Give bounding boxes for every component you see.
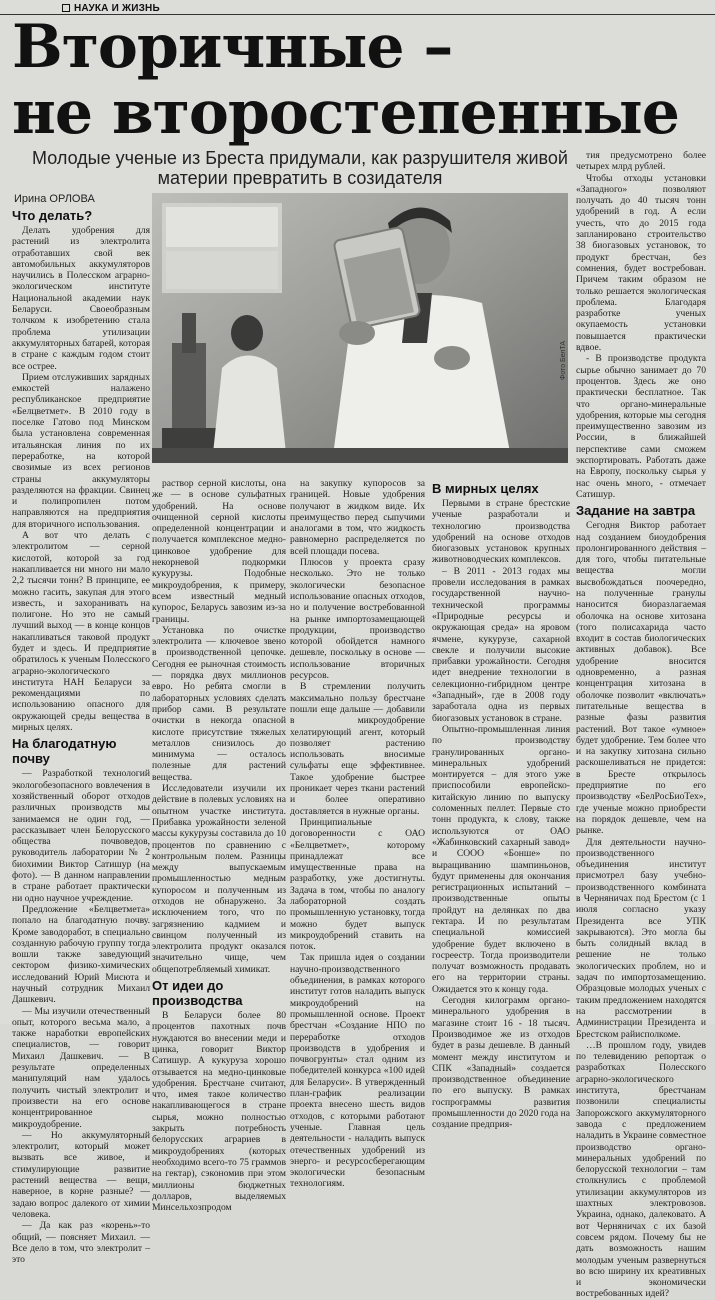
photo-credit: Фото БелТА bbox=[560, 340, 567, 380]
paragraph: …В прошлом году, увидев по телевидению репортаж о разработках Полесского аграрно-экологического института, брестчанам позвонили специалисты Запорожского аккумуляторного завода с предложением наладить в Украине совместное производство органо-минеральных удобрений по белорусской технологии – там столкнулись с проблемой утилизации аккумуляторов из шахтных электровозов. Украина, однако, далековато. А вот Черняничах с их базой совсем рядом. Почему бы не дать возможность нашим молодым ученым развернуться во всю ширину их креативных и экономически востребованных идей? bbox=[576, 1039, 706, 1300]
photo-scientists-lab bbox=[152, 193, 568, 463]
paragraph: на закупку купоросов за границей. Новые удобрения получают в жидком виде. Их преимущество перед сыпучими аналогами в том, что жидкость равномерно распределяется по всей площади посева. bbox=[290, 478, 425, 557]
column-5 bbox=[576, 150, 706, 1300]
paragraph: Принципиальные договоренности с ОАО «Белцветмет», которому принадлежат все имущественные права на разработку, уже достигнуты. Задача в том, чтобы по аналогу лабораторной создать промышленную установку, тогда можно будет выпуск микроудобрений ставить на поток. bbox=[290, 816, 425, 953]
column-2 bbox=[152, 478, 286, 1214]
paragraph: Для деятельности научно-производственного объединения институт присмотрел базу учебно-производственного комбината в Черняничах под Брестом (с 1 июля согласно указу Президента все УПК закрываются). Это могла бы быть солидный вклад в решение не только экологических проблем, но и задач по импортозамещению. Образцовые молодых ученых с таким предложением находятся на рассмотрении в Администрации Президента и Брестском райисполкоме. bbox=[576, 836, 706, 1040]
column-3 bbox=[290, 478, 425, 1190]
paragraph: А вот что делать с электролитом — серной кислотой, которой за год накапливается ни много ни мало 2,2 тысячи тонн? В принципе, ее можно гасить, закупая для этого известь, и захоранивать на полигоне. Но это не самый лучший выход — в конце концов накапливаться таковой продукт будет и здесь. И предприятие обратилось к ученым Полесского аграрно-экологического института НАН Беларуси за рекомендациями по использованию опасного для окружающей среды вещества в мирных целях. bbox=[12, 530, 150, 734]
paragraph: Прием отслуживших зарядных емкостей налажено республиканское предприятие «Белцветмет». В 2010 году в поселке Гатово под Минском была установлена современная итальянская линия по их переработке, на которой свозимые из всех регионов страны аккумуляторы разделяются на фракции. Свинец и полипропилен потом направляются на предприятия для вторичного использования. bbox=[12, 371, 150, 530]
headline-line-2: не второстепенные bbox=[12, 78, 679, 148]
subheading-what-to-do: Что делать? bbox=[12, 208, 93, 223]
paragraph: – В 2011 - 2013 годах мы провели исследования в рамках государственной научно-технической программы «Природные ресурсы и окружающая среда» на яровом ячмене, кукурузе, сахарной свекле и получили высокие прибавки урожайности. Сегодня идет внедрение технологии в селекционно-гибридном центре «Западный», где в 2008 году заработала одна из первых биогазовых установок в стране. bbox=[432, 565, 570, 724]
rubric-label: НАУКА И ЖИЗНЬ bbox=[74, 2, 160, 14]
paragraph: Сегодня Виктор работает над созданием биоудобрения пролонгированного действия – для того, чтобы питательные вещества могли высвобождаться поочередно, на полученные гранулы наносится биоразлагаемая оболочка на основе хитозана (того полисахарида часто входит в состав биологических активных добавок). Все удобрение вносится одновременно, а разная концентрация хитозана в оболочке позволит «включать» питательные вещества в разные фазы развития растений. Вот такое «умное» будет удобрение. Тем более что и на закупку хитозана сильно раскошеливаться не придется: в Бресте открылось предприятие по его производству «БелРосБиоТех», где ученые можно приобрести на порядок дешевле, чем на рынке. bbox=[576, 520, 706, 837]
subtitle: Молодые ученые из Бреста придумали, как разрушителя живой материи превратить в созидателя bbox=[32, 148, 568, 188]
paragraph: Исследователи изучили их действие в полевых условиях на опытном участке института. Прибавка урожайности зеленой массы кукурузы составила до 10 процентов по сравнению с контрольным полем. Разницы между выпускаемым промышленностью медным купоросом и полученным из отходов не обнаружено. За исключением того, что по загрязнению кадмием и свинцом полученный из электролита продукт оказался значительно чище, чем общепотребляемый химикат. bbox=[152, 783, 286, 975]
byline: Ирина ОРЛОВА bbox=[14, 193, 95, 205]
paragraph: Плюсов у проекта сразу несколько. Это не только экологически безопасное использование опасных отходов, но и получение востребованной на рынке импортозамещающей продукции, производство которой обойдется намного дешевле, поскольку в основе — использование вторичных ресурсов. bbox=[290, 557, 425, 682]
paragraph: тия предусмотрено более четырех млрд рублей. bbox=[576, 150, 706, 173]
subheading-peaceful-purposes: В мирных целях bbox=[432, 481, 539, 496]
rubric-square-icon bbox=[62, 4, 70, 12]
paragraph: Так пришла идея о создании научно-производственного объединения, в рамках которого институт готов наладить выпуск микроудобрений на промышленной основе. Проект брестчан «Создание НПО по переработке отходов производств в удобрения и почвогрунты» стал одним из победителей конкурса «100 идей для Беларуси». В утвержденный план-график реализации проекта внесено шесть видов отходов, с которыми работают ученые. Главная цель деятельности - наладить выпуск отечественных удобрений из энерго- и ресурсосберегающим экологически безопасным технологиям. bbox=[290, 952, 425, 1190]
paragraph: — Да как раз «корень»-то общий, — поясняет Михаил. — Все дело в том, что электролит – это bbox=[12, 1220, 150, 1266]
paragraph: Первыми в стране брестские ученые разработали и технологию производства удобрений на основе отходов биогазовых установок крупных животноводческих комплексов. bbox=[432, 498, 570, 566]
paragraph: Опытно-промышленная линия по производству гранулированных органо-минеральных удобрений монтируется – для этого уже приспособили европейско-китайскую линию по выпуску соломенных пеллет. Первые сто тонн продукта, к слову, также используются от ОАО «Жабинковский сахарный завод» и СООО «Бонше» по выращиванию шампиньонов, будут применены для окончания регистрационных испытаний – производственные опыты пройдут на делянках по два гектара. И по результатам специальной комиссией удобрение будет включено в госреестр. Тогда производители получат возможность продавать его на территории страны. Ожидается это к концу года. bbox=[432, 723, 570, 995]
paragraph: - В производстве продукта сырье обычно занимает до 70 процентов. Здесь же оно практически бесплатное. Так что органо-минеральные удобрения, которые мы сегодня преимущественно завозим из России, в ближайшей перспективе сами сможем экспортировать. Работать даже на Европу, поскольку сырья у нас очень много, - отмечает Сатишур. bbox=[576, 353, 706, 500]
article-photo bbox=[152, 193, 568, 463]
column-1 bbox=[12, 205, 150, 1266]
paragraph: В стремлении получить максимально пользу брестчане пошли еще дальше — добавили в микроудобрение хелатирующий агент, который позволяет растению использовать вносимые сульфаты еще эффективнее. Такое удобрение быстрее проникает через ткани растений и более оперативно доставляется в нужные органы. bbox=[290, 681, 425, 817]
paragraph: Делать удобрения для растений из электролита отработавших свой век автомобильных аккумуляторов научились в Полесском аграрно-экологическом институте Национальной академии наук Беларуси. Своеобразным толчком к изобретению стала проблема утилизации аккумуляторных батарей, которая в стране с каждым годом стоит все острее. bbox=[12, 225, 150, 372]
paragraph: Установка по очистке электролита — ключевое звено в производственной цепочке. Сегодня ее рыночная стоимость — порядка двух миллионов евро. Но ребята смогли в лабораторных условиях сделать прибор сами. В результате очистки в некогда опасной кислоте присутствие тяжелых металлов снизилось до минимума — осталось полезные для растений вещества. bbox=[152, 624, 286, 783]
column-4 bbox=[432, 478, 570, 1131]
paragraph: Предложение «Белцветмета» попало на благодатную почву. Кроме заводоработ, в специально созданную рабочую группу тогда вошли также заведующий сектором физико-химических исследований Юрий Мисюта и научный сотрудник Михаил Дашкевич. bbox=[12, 903, 150, 1006]
paragraph: — Мы изучили отечественный опыт, которого весьма мало, а также наработки европейских специалистов, — говорит Михаил Дашкевич. — В результате определенных манипуляций нам удалось получить чистый электролит и произвести на его основе концентрированное микроудобрение. bbox=[12, 1005, 150, 1130]
headline-line-1: Вторичные – bbox=[12, 12, 453, 82]
subheading-idea-to-production: От идеи до производства bbox=[152, 978, 243, 1009]
paragraph: раствор серной кислоты, она же — в основе сульфатных удобрений. На основе очищенной серной кислоты определенной концентрации и получается комплексное медно-цинковое удобрение для некорневой подкормки кукурузы. Подобные микроудобрения, к примеру, всем известный медный купорос, Беларусь завозим из-за границы. bbox=[152, 478, 286, 625]
paragraph: — Но аккумуляторный электролит, который может вызвать все живое, и стимулирующие развитие растений вещества — вещи, наверное, в корне разные? — задаю вопрос далекого от химии человека. bbox=[12, 1129, 150, 1220]
paragraph: Сегодня килограмм органо-минерального удобрения в магазине стоит 16 - 18 тысяч. Производимое же из отходов будет в разы дешевле. В данный момент между институтом и СПК «Западный» создается производственное объединение по его выпуску. В рамках госпрограммы развития промышленности до 2020 года на создание предприя- bbox=[432, 995, 570, 1131]
paragraph: — Разработкой технологий экологобезопасного вовлечения в хозяйственный оборот отходов различных производств мы занимаемся не один год, — рассказывает член Белорусского общества почвоведов, руководитель лаборатории № 2 биохимии Виктор Сатишур (на фото). — В данном направлении в стране работает практически ни одно научное учреждение. bbox=[12, 768, 150, 904]
subheading-task-for-tomorrow: Задание на завтра bbox=[576, 503, 696, 519]
subheading-fertile-soil: На благодатную почву bbox=[12, 736, 117, 767]
paragraph: Чтобы отходы установки «Западного» позволяют получать до 40 тысяч тонн удобрений в год. А если учесть, что до 2015 года запланировано строительство 38 биогазовых установок, то продукт брестчан, без сомнения, будет востребован. Причем таким образом не только решается экологическая проблема. Благодаря разработке ученых окупаемость установки повышается практически вдвое. bbox=[576, 172, 706, 354]
paragraph: В Беларуси более 80 процентов пахотных почв нуждаются во внесении меди и цинка, говорит Виктор Сатишур. А кукуруза хорошо отзывается на медно-цинковые удобрения. Брестчане считают, что, имея такое количество накапливающегося в стране сырья, можно полностью закрыть потребность белорусских аграриев в микроудобрениях (которых необходимо всего-то 75 граммов на гектар), сэкономив при этом миллионы бюджетных долларов, выделяемых Минсельхозпродом bbox=[152, 1010, 286, 1214]
